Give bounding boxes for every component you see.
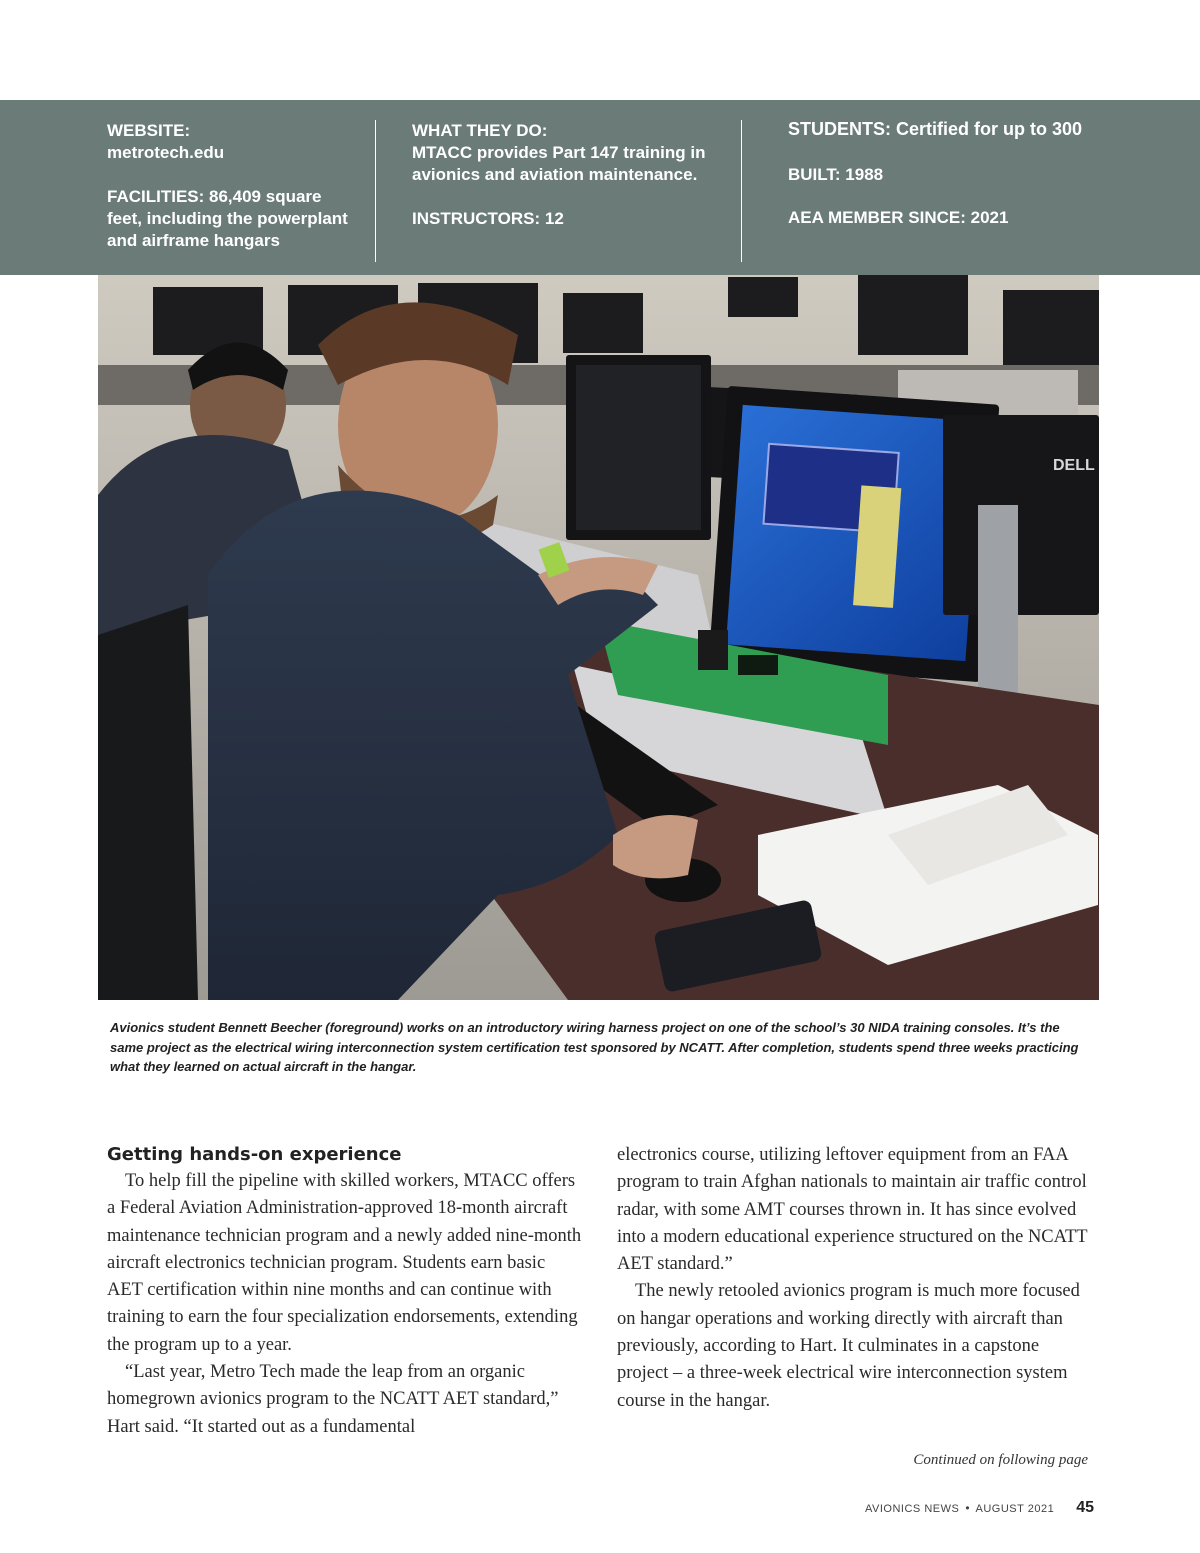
instructors-label: INSTRUCTORS:	[412, 209, 541, 228]
monitor-right	[943, 415, 1099, 615]
fact-column-1	[107, 120, 357, 252]
aea-label: AEA MEMBER SINCE:	[788, 208, 966, 227]
paragraph: electronics course, utilizing leftover equipment from an FAA program to train Afghan nationals to maintain air traffic control radar, with some AMT courses thrown in. It has since evolved into a modern educational experience structured on the NCATT AET standard.”	[617, 1145, 1088, 1275]
classroom-illustration	[98, 275, 1099, 1000]
magazine-name: AVIONICS NEWS	[865, 1503, 960, 1515]
facilities-value: 86,409 square feet, including the powerplant and airframe hangars	[107, 187, 348, 250]
built-value: 1988	[845, 165, 884, 184]
aea-value: 2021	[970, 208, 1009, 227]
instructors-value: 12	[544, 209, 564, 228]
facilities-label: FACILITIES:	[107, 187, 205, 206]
paragraph: “Last year, Metro Tech made the leap from an organic homegrown avionics program to the NCATT AET standard,” Hart said. “It started out as a fundamental	[107, 1362, 559, 1437]
students-label: STUDENTS:	[788, 119, 891, 139]
page-number: 45	[1076, 1499, 1094, 1516]
page-footer	[840, 1499, 1094, 1517]
photo-caption: Avionics student Bennett Beecher (foreground) works on an introductory wiring harness project on one of the school’s 30 NIDA training consoles. It’s the same project as the electrical wiring interconnection system certification test sponsored by NCATT. After completion, students spend three weeks practicing what they learned on actual aircraft in the hangar.	[110, 1020, 1079, 1074]
fact-column-2	[412, 120, 722, 230]
fact-divider	[741, 120, 742, 262]
dell-logo: DELL	[1053, 457, 1095, 474]
website-value: metrotech.edu	[107, 143, 225, 162]
students-value: Certified for up to 300	[896, 119, 1083, 139]
fact-box	[0, 100, 1200, 275]
article-column-right	[617, 1142, 1092, 1415]
paragraph: To help fill the pipeline with skilled workers, MTACC offers a Federal Aviation Administration-approved 18-month aircraft maintenance technician program and a newly added nine-month aircraft electronics technician program. Students earn basic AET certification within nine months and can continue with training to earn the four specialization endorsements, extending the program up to a year.	[107, 1171, 582, 1355]
fact-divider	[375, 120, 376, 262]
fact-column-3	[788, 118, 1168, 229]
website-label: WEBSITE:	[107, 121, 191, 140]
article-column-left	[107, 1142, 582, 1441]
what-value: MTACC provides Part 147 training in avionics and aviation maintenance.	[412, 143, 706, 184]
section-subhead: Getting hands-on experience	[107, 1144, 402, 1165]
paragraph: The newly retooled avionics program is much more focused on hangar operations and working directly with aircraft than previously, according to Hart. It culminates in a capstone project – a three-week electrical wire interconnection system course in the hangar.	[617, 1281, 1080, 1411]
footer-bullet: •	[965, 1501, 970, 1515]
issue-date: AUGUST 2021	[975, 1503, 1055, 1515]
continued-note: Continued on following page	[913, 1452, 1088, 1468]
what-label: WHAT THEY DO:	[412, 121, 548, 140]
classroom-photo	[98, 275, 1099, 1000]
built-label: BUILT:	[788, 165, 841, 184]
